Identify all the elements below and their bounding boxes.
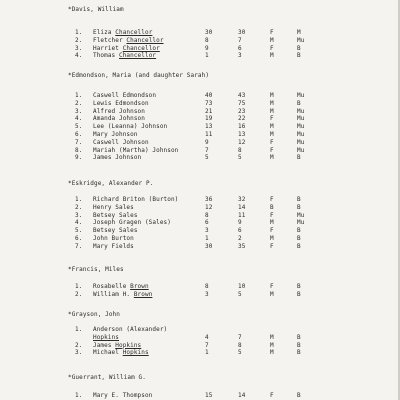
age-value-1: 1 <box>205 52 209 60</box>
given-name: Mariah (Martha) Johnson <box>93 146 179 154</box>
sex-value: F <box>270 242 274 250</box>
row-number: 2. <box>75 341 83 349</box>
color-value: Mu <box>297 219 305 227</box>
row-number: 5. <box>75 227 83 235</box>
age-value-1: 19 <box>205 115 213 123</box>
row-number: 9. <box>75 154 83 162</box>
given-name: James <box>93 341 116 349</box>
section-header: *Francis, Miles <box>68 266 124 273</box>
person-name <box>93 235 134 242</box>
person-name <box>93 342 141 349</box>
age-value-2: 5 <box>238 290 242 298</box>
color-value: Mu <box>297 138 305 146</box>
color-value: B <box>297 99 301 107</box>
given-name: Eliza <box>93 29 116 36</box>
person-name <box>93 131 138 138</box>
age-value-2: 8 <box>238 341 242 349</box>
color-value: B <box>297 227 301 235</box>
row-number: 1. <box>75 392 83 399</box>
given-name: Mary E. Thompson <box>93 392 153 399</box>
given-name: James Johnson <box>93 154 142 162</box>
age-value-2: 8 <box>238 146 242 154</box>
person-name <box>93 227 138 234</box>
sex-value: F <box>270 29 274 36</box>
row-number: 2. <box>75 36 83 44</box>
given-name: Joseph Gragen (Sales) <box>93 219 171 227</box>
person-name <box>93 283 149 290</box>
given-name: Mary Johnson <box>93 131 138 138</box>
row-number: 4. <box>75 219 83 227</box>
person-name <box>93 108 145 115</box>
sex-value: M <box>270 99 274 107</box>
age-value-2: 11 <box>238 211 246 219</box>
age-value-1: 3 <box>205 290 209 298</box>
person-name <box>93 326 167 333</box>
row-number: 4. <box>75 115 83 123</box>
age-value-1: 73 <box>205 99 213 107</box>
person-name <box>93 29 152 36</box>
sex-value: F <box>270 283 274 290</box>
age-value-2: 12 <box>238 138 246 146</box>
row-number: 3. <box>75 349 83 357</box>
age-value-1: 40 <box>205 92 213 99</box>
person-name <box>93 219 171 226</box>
age-value-2: 7 <box>238 36 242 44</box>
person-name <box>93 154 141 161</box>
row-number: 7. <box>75 138 83 146</box>
given-name: William H. <box>93 290 134 298</box>
person-name <box>93 52 156 59</box>
given-name: Fletcher <box>93 36 127 44</box>
color-value: B <box>297 392 301 399</box>
age-value-1: 13 <box>205 123 213 131</box>
given-name: Harriet <box>93 44 123 52</box>
sex-value: B <box>270 203 274 211</box>
color-value: Mu <box>297 131 305 138</box>
age-value-1: 30 <box>205 242 213 250</box>
row-number: 1. <box>75 196 83 203</box>
color-value: B <box>297 290 301 298</box>
color-value: Mu <box>297 107 305 115</box>
row-number: 3. <box>75 107 83 115</box>
sex-value: M <box>270 290 274 298</box>
surname: Chancellor <box>115 29 153 36</box>
color-value: B <box>297 341 301 349</box>
given-name: Michael <box>93 349 123 357</box>
color-value: B <box>297 349 301 357</box>
sex-value: F <box>270 44 274 52</box>
person-name <box>93 349 149 356</box>
age-value-2: 14 <box>238 392 246 399</box>
section-header: *Davis, William <box>68 6 124 13</box>
color-value: B <box>297 283 301 290</box>
section-header: *Edmondson, Maria (and daughter Sarah) <box>68 72 210 79</box>
color-value: Mu <box>297 36 305 44</box>
given-name: Lee (Leanna) Johnson <box>93 123 168 131</box>
row-number: 3. <box>75 211 83 219</box>
person-name <box>93 139 149 146</box>
sex-value: F <box>270 392 274 399</box>
color-value: B <box>297 235 301 242</box>
color-value: Mu <box>297 146 305 154</box>
given-name: Richard Briton (Burton) <box>93 196 179 203</box>
age-value-1: 1 <box>205 349 209 357</box>
color-value: B <box>297 154 301 162</box>
age-value-2: 30 <box>238 29 246 36</box>
surname: Hopkins <box>93 333 119 341</box>
row-number: 1. <box>75 29 83 36</box>
row-number: 6. <box>75 131 83 138</box>
row-number: 1. <box>75 283 83 290</box>
age-value-2: 13 <box>238 131 246 138</box>
age-value-1: 8 <box>205 283 209 290</box>
color-value: Mu <box>297 211 305 219</box>
age-value-1: 5 <box>205 154 209 162</box>
given-name: Alfred Johnson <box>93 107 145 115</box>
color-value: B <box>297 333 301 341</box>
person-name <box>93 45 160 52</box>
sex-value: M <box>270 36 274 44</box>
row-number: 1. <box>75 326 83 333</box>
row-number: 4. <box>75 52 83 60</box>
given-name: Rosabelle <box>93 283 131 290</box>
sex-value: F <box>270 227 274 235</box>
age-value-2: 3 <box>238 52 242 60</box>
row-number: 2. <box>75 99 83 107</box>
age-value-1: 30 <box>205 29 213 36</box>
row-number: 2. <box>75 203 83 211</box>
row-number: 7. <box>75 242 83 250</box>
person-name <box>93 92 156 99</box>
row-number: 8. <box>75 146 83 154</box>
age-value-2: 7 <box>238 333 242 341</box>
person-name <box>93 37 164 44</box>
sex-value: M <box>270 131 274 138</box>
given-name: Anderson (Alexander) <box>93 326 168 333</box>
row-number: 6. <box>75 235 83 242</box>
age-value-2: 14 <box>238 203 246 211</box>
age-value-2: 5 <box>238 154 242 162</box>
age-value-1: 9 <box>205 138 209 146</box>
sex-value: M <box>270 107 274 115</box>
given-name: Henry Sales <box>93 203 134 211</box>
color-value: B <box>297 52 301 60</box>
given-name: Mary Fields <box>93 242 134 250</box>
age-value-2: 43 <box>238 92 246 99</box>
surname: Chancellor <box>119 52 157 60</box>
given-name: Betsey Sales <box>93 211 138 219</box>
age-value-1: 7 <box>205 341 209 349</box>
given-name: Caswell Johnson <box>93 138 149 146</box>
sex-value: F <box>270 211 274 219</box>
age-value-1: 4 <box>205 333 209 341</box>
surname: Chancellor <box>126 36 164 44</box>
person-name <box>93 291 152 298</box>
sex-value: M <box>270 52 274 60</box>
given-name: John Burton <box>93 235 134 242</box>
given-name: Caswell Edmondson <box>93 92 157 99</box>
age-value-1: 7 <box>205 146 209 154</box>
row-number: 3. <box>75 44 83 52</box>
row-number: 1. <box>75 92 83 99</box>
age-value-1: 8 <box>205 36 209 44</box>
surname: Brown <box>130 283 149 290</box>
surname: Brown <box>133 290 153 298</box>
person-name <box>93 123 167 130</box>
person-name <box>93 100 149 107</box>
age-value-2: 5 <box>238 349 242 357</box>
row-number: 2. <box>75 290 83 298</box>
color-value: B <box>297 196 301 203</box>
section-header: *Guerrant, William G. <box>68 374 146 381</box>
person-name <box>93 196 178 203</box>
color-value: Mu <box>297 92 305 99</box>
color-value: Mu <box>297 115 305 123</box>
color-value: B <box>297 203 301 211</box>
age-value-1: 3 <box>205 227 209 235</box>
sex-value: F <box>270 196 274 203</box>
given-name: Amanda Johnson <box>93 115 145 123</box>
given-name: Thomas <box>93 52 119 60</box>
age-value-2: 32 <box>238 196 246 203</box>
age-value-1: 6 <box>205 219 209 227</box>
person-name <box>93 392 152 399</box>
surname: Chancellor <box>122 44 160 52</box>
age-value-1: 15 <box>205 392 213 399</box>
section-header: *Eskridge, Alexander P. <box>68 180 154 187</box>
section-header: *Grayson, John <box>68 311 120 318</box>
given-name: Betsey Sales <box>93 227 138 235</box>
person-name <box>93 115 145 122</box>
color-value: Mu <box>297 123 305 131</box>
sex-value: M <box>270 219 274 227</box>
person-name <box>93 147 178 154</box>
age-value-1: 36 <box>205 196 213 203</box>
given-name: Lewis Edmondson <box>93 99 149 107</box>
sex-value: F <box>270 146 274 154</box>
age-value-2: 2 <box>238 235 242 242</box>
row-number: 5. <box>75 123 83 131</box>
age-value-2: 6 <box>238 44 242 52</box>
age-value-1: 9 <box>205 44 209 52</box>
surname: Hopkins <box>115 341 142 349</box>
age-value-1: 12 <box>205 203 213 211</box>
sex-value: M <box>270 92 274 99</box>
age-value-2: 22 <box>238 115 246 123</box>
sex-value: M <box>270 341 274 349</box>
sex-value: M <box>270 349 274 357</box>
person-name <box>93 334 119 341</box>
color-value: B <box>297 44 301 52</box>
sex-value: M <box>270 154 274 162</box>
sex-value: M <box>270 235 274 242</box>
age-value-2: 10 <box>238 283 246 290</box>
person-name <box>93 212 138 219</box>
person-name <box>93 204 134 211</box>
age-value-2: 35 <box>238 242 246 250</box>
age-value-1: 8 <box>205 211 209 219</box>
age-value-2: 16 <box>238 123 246 131</box>
surname: Hopkins <box>122 349 149 357</box>
sex-value: F <box>270 115 274 123</box>
age-value-2: 6 <box>238 227 242 235</box>
color-value: B <box>297 242 301 250</box>
sex-value: M <box>270 333 274 341</box>
sex-value: M <box>270 123 274 131</box>
age-value-1: 21 <box>205 107 213 115</box>
age-value-1: 1 <box>205 235 209 242</box>
age-value-1: 11 <box>205 131 213 138</box>
age-value-2: 23 <box>238 107 246 115</box>
color-value: M <box>297 29 301 36</box>
age-value-2: 75 <box>238 99 246 107</box>
person-name <box>93 243 134 250</box>
age-value-2: 9 <box>238 219 242 227</box>
sex-value: F <box>270 138 274 146</box>
